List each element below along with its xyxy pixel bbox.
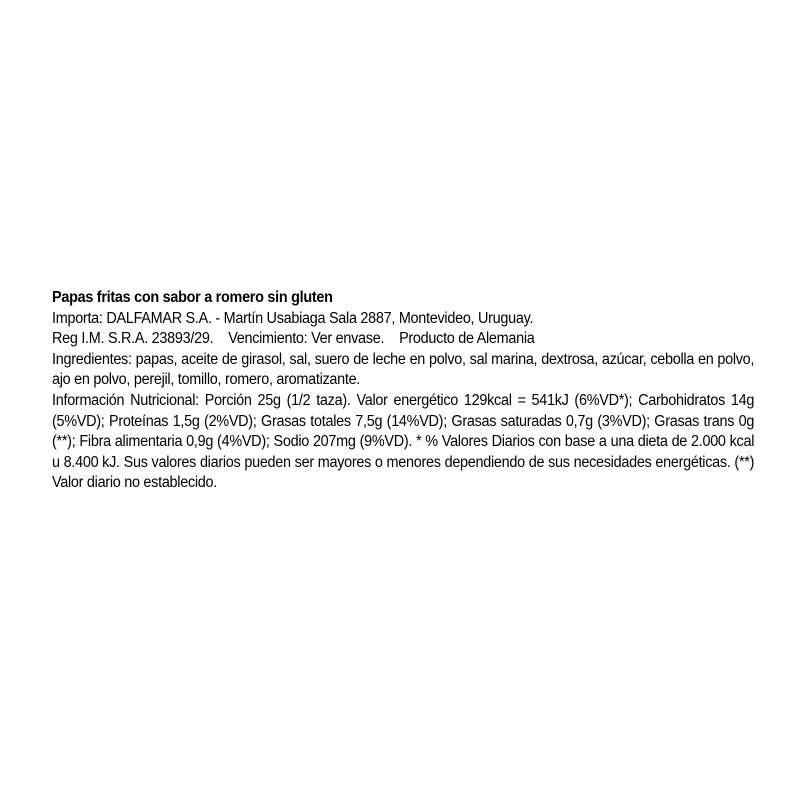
nutrition-info-paragraph: Información Nutricional: Porción 25g (1/2 taza). Valor energético 129kcal = 541kJ (6%VD*); Carbohidratos 14g (5%VD); Proteínas 1,5g (2%VD); Grasas totales 7,5g (14%VD); Grasas saturadas 0,7g (3%VD); Grasas trans 0g (**); Fibra alimentaria 0,9g (4%VD); Sodio 207mg (9%VD). * % Valores Diarios con base a una dieta de 2.000 kcal u 8.400 kJ. Sus valores diarios pueden ser mayores o menores dependiendo de sus necesidades energéticas. (**) Valor diario no establecido. — [52, 391, 755, 492]
registration-line: Reg I.M. S.R.A. 23893/29. Vencimiento: Ver envase. Producto de Alemania — [52, 330, 535, 348]
product-title: Papas fritas con sabor a romero sin gluten — [52, 289, 333, 306]
importer-line: Importa: DALFAMAR S.A. - Martín Usabiaga Sala 2887, Montevideo, Uruguay. — [52, 309, 534, 327]
product-label-text — [52, 288, 754, 494]
ingredients-paragraph: Ingredientes: papas, aceite de girasol, sal, suero de leche en polvo, sal marina, dextrosa, azúcar, cebolla en polvo, ajo en polvo, perejil, tomillo, romero, aromatizante. — [52, 350, 755, 389]
